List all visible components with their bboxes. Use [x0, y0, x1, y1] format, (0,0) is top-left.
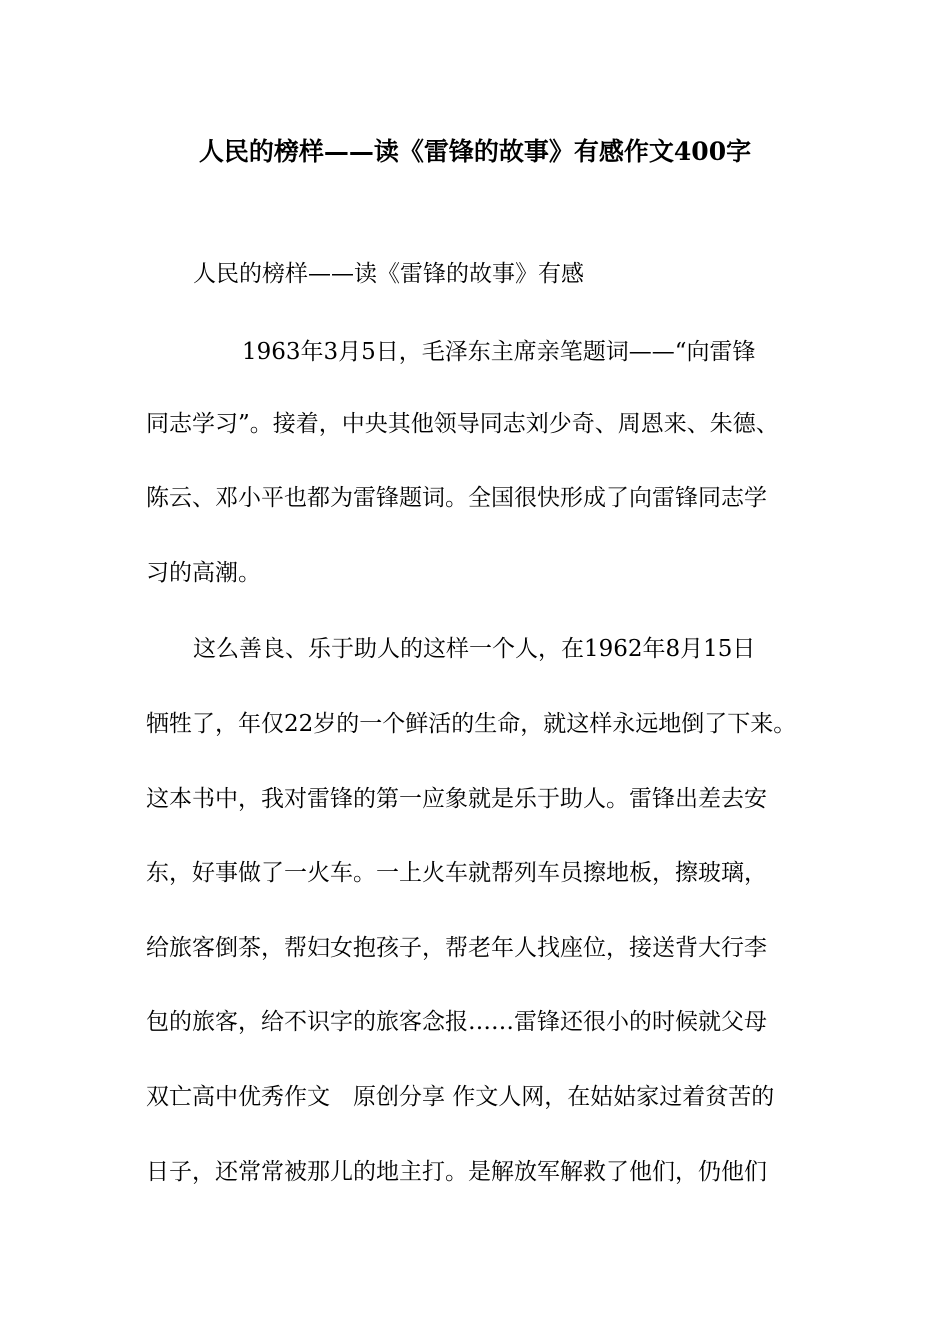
paragraph-line: 陈云、邓小平也都为雷锋题词。全国很快形成了向雷锋同志学	[146, 485, 767, 511]
paragraph-line: 日子，还常常被那儿的地主打。是解放军解救了他们，仍他们	[146, 1159, 767, 1185]
paragraph-line: 双亡高中优秀作文 原创分享 作文人网，在姑姑家过着贫苦的	[146, 1084, 775, 1110]
paragraph-line: 人民的榜样——读《雷锋的故事》有感	[193, 261, 584, 287]
paragraph-line: 包的旅客，给不识字的旅客念报……雷锋还很小的时候就父母	[146, 1009, 767, 1035]
paragraph-line: 习的高潮。	[146, 560, 261, 586]
paragraph-line: 给旅客倒茶，帮妇女抱孩子，帮老年人找座位，接送背大行李	[146, 935, 767, 961]
document-title: 人民的榜样——读《雷锋的故事》有感作文400字	[198, 137, 752, 166]
paragraph-line: 1963年3月5日，毛泽东主席亲笔题词——“向雷锋	[242, 339, 756, 365]
paragraph-line: 这么善良、乐于助人的这样一个人，在1962年8月15日	[193, 636, 756, 662]
paragraph-line: 这本书中，我对雷锋的第一应象就是乐于助人。雷锋出差去安	[146, 786, 767, 812]
paragraph-line: 同志学习”。接着，中央其他领导同志刘少奇、周恩来、朱德、	[146, 411, 779, 437]
paragraph-line: 东，好事做了一火车。一上火车就帮列车员擦地板，擦玻璃，	[146, 860, 767, 886]
paragraph-line: 牺牲了，年仅22岁的一个鲜活的生命，就这样永远地倒了下来。	[146, 711, 797, 737]
